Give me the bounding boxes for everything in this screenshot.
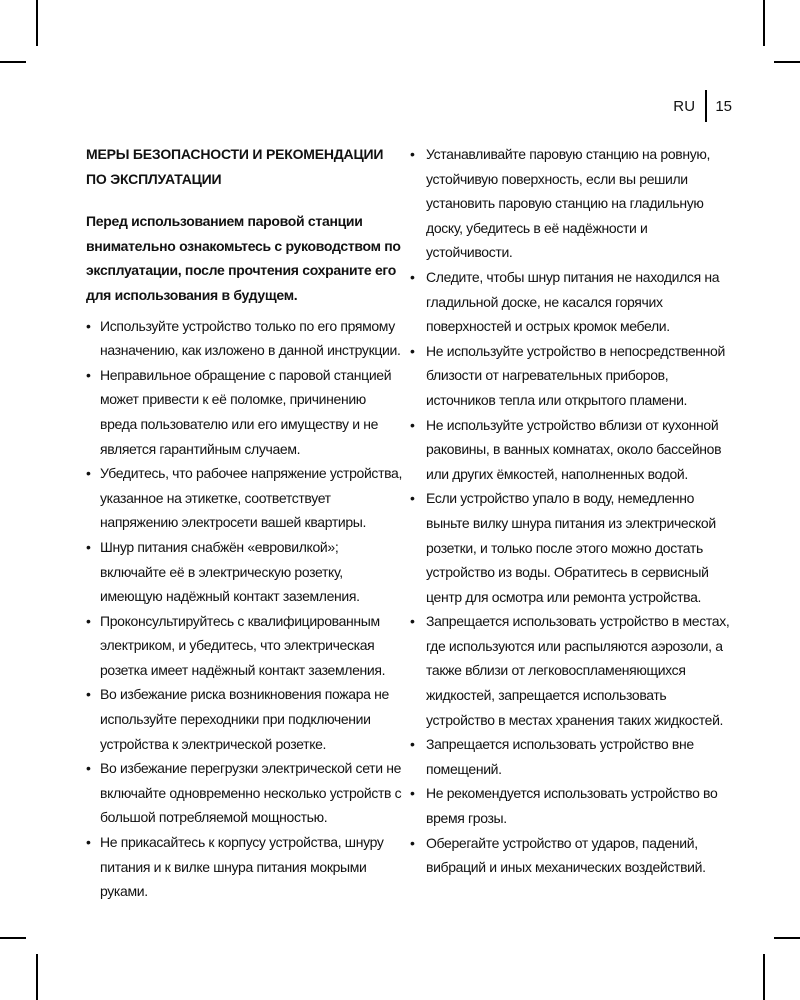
- list-item-text: Проконсультируйтесь с квалифицированным электриком, и убедитесь, что электрическая розетка имеет надёжный контакт заземления.: [100, 612, 386, 678]
- crop-mark-bottom-left: [36, 954, 38, 1000]
- page-number: 15: [715, 97, 732, 115]
- bullet-icon: •: [86, 834, 91, 851]
- list-item: [86, 830, 404, 904]
- list-item-text: Убедитесь, что рабочее напряжение устройства, указанное на этикетке, соответствует напряжению электросети вашей квартиры.: [100, 465, 403, 531]
- crop-mark-top-left-horizontal: [0, 61, 26, 63]
- page-header: [673, 90, 732, 122]
- list-item-text: Если устройство упало в воду, немедленно выньте вилку шнура питания из электрической розетки, и только после этого можно достать устройство из воды. Обратитесь в сервисный центр для осмотра или ремонта устройства.: [426, 490, 716, 605]
- bullet-icon: •: [410, 268, 415, 285]
- list-item-text: Запрещается использовать устройство в местах, где используются или распыляются аэрозоли, а также вблизи от легковоспламеняющихся жидкостей, запрещается использовать устройство в местах хранения таких жидкостей.: [426, 613, 730, 728]
- bullet-icon: •: [86, 317, 91, 334]
- bullet-icon: •: [410, 613, 415, 630]
- list-item: [86, 535, 404, 609]
- list-item-text: Не рекомендуется использовать устройство во время грозы.: [426, 785, 718, 827]
- bullet-icon: •: [410, 146, 415, 162]
- list-item-text: Используйте устройство только по его прямому назначению, как изложено в данной инструкции.: [100, 317, 401, 359]
- language-code: RU: [673, 97, 696, 115]
- crop-mark-top-right: [763, 0, 765, 46]
- list-item: [410, 339, 730, 413]
- list-item-text: Шнур питания снабжён «евровилкой»; включайте её в электрическую розетку, имеющую надёжный контакт заземления.: [100, 538, 360, 605]
- list-item: [86, 363, 404, 461]
- list-item: [410, 831, 730, 880]
- left-column: [86, 142, 404, 904]
- crop-mark-bottom-left-horizontal: [0, 937, 26, 939]
- list-item: [410, 609, 730, 732]
- bullet-icon: •: [410, 834, 415, 851]
- list-item-text: Следите, чтобы шнур питания не находился на гладильной доске, не касался горячих поверхностей и острых кромок мебели.: [426, 268, 720, 335]
- bullet-icon: •: [410, 785, 415, 802]
- list-item-text: Устанавливайте паровую станцию на ровную, устойчивую поверхность, если вы решили установить паровую станцию на гладильную доску, убедитесь в её надёжности и устойчивости.: [426, 146, 711, 261]
- list-item: [410, 732, 730, 781]
- list-item-text: Не прикасайтесь к корпусу устройства, шнуру питания и к вилке шнура питания мокрыми руками.: [100, 834, 384, 900]
- intro-paragraph: Перед использованием паровой станции внимательно ознакомьтесь с руководством по эксплуатации, после прочтения сохраните его для использования в будущем.: [86, 213, 401, 303]
- right-column: [410, 142, 730, 880]
- list-item: [86, 756, 404, 830]
- list-item: [86, 461, 404, 535]
- bullet-icon: •: [410, 490, 415, 507]
- list-item-text: Запрещается использовать устройство вне помещений.: [426, 736, 694, 777]
- section-title: МЕРЫ БЕЗОПАСНОСТИ И РЕКОМЕНДАЦИИ ПО ЭКСПЛУАТАЦИИ: [86, 146, 384, 187]
- list-item: [410, 265, 730, 339]
- list-item-text: Не используйте устройство в непосредственной близости от нагревательных приборов, источников тепла или открытого пламени.: [426, 342, 725, 408]
- bullet-icon: •: [410, 416, 415, 433]
- list-item: [410, 486, 730, 609]
- list-item-text: Во избежание риска возникновения пожара не используйте переходники при подключении устройства к электрической розетке.: [100, 686, 389, 752]
- list-item-text: Неправильное обращение с паровой станцией может привести к её поломке, причинению вреда пользователю или его имуществу и не является гарантийным случаем.: [100, 366, 392, 457]
- bullet-icon: •: [86, 760, 91, 777]
- crop-mark-top-left: [36, 0, 38, 46]
- list-item-text: Оберегайте устройство от ударов, падений, вибраций и иных механических воздействий.: [426, 834, 706, 876]
- list-item-text: Не используйте устройство вблизи от кухонной раковины, в ванных комнатах, около бассейнов или других ёмкостей, наполненных водой.: [426, 416, 722, 482]
- bullet-icon: •: [86, 612, 91, 629]
- bullet-icon: •: [86, 538, 91, 555]
- safety-list-left: [86, 314, 404, 904]
- list-item: [86, 682, 404, 756]
- bullet-icon: •: [410, 736, 415, 753]
- header-divider: [705, 90, 707, 122]
- bullet-icon: •: [86, 686, 91, 703]
- list-item-text: Во избежание перегрузки электрической сети не включайте одновременно несколько устройств с большой потребляемой мощностью.: [100, 760, 402, 826]
- safety-list-right: [410, 142, 730, 880]
- list-item: [410, 781, 730, 830]
- list-item: [410, 142, 730, 265]
- list-item: [86, 609, 404, 683]
- crop-mark-bottom-right: [763, 954, 765, 1000]
- list-item: [410, 413, 730, 487]
- crop-mark-top-right-horizontal: [774, 61, 800, 63]
- list-item: [86, 314, 404, 363]
- bullet-icon: •: [86, 465, 91, 482]
- crop-mark-bottom-right-horizontal: [774, 937, 800, 939]
- bullet-icon: •: [410, 342, 415, 359]
- bullet-icon: •: [86, 366, 91, 383]
